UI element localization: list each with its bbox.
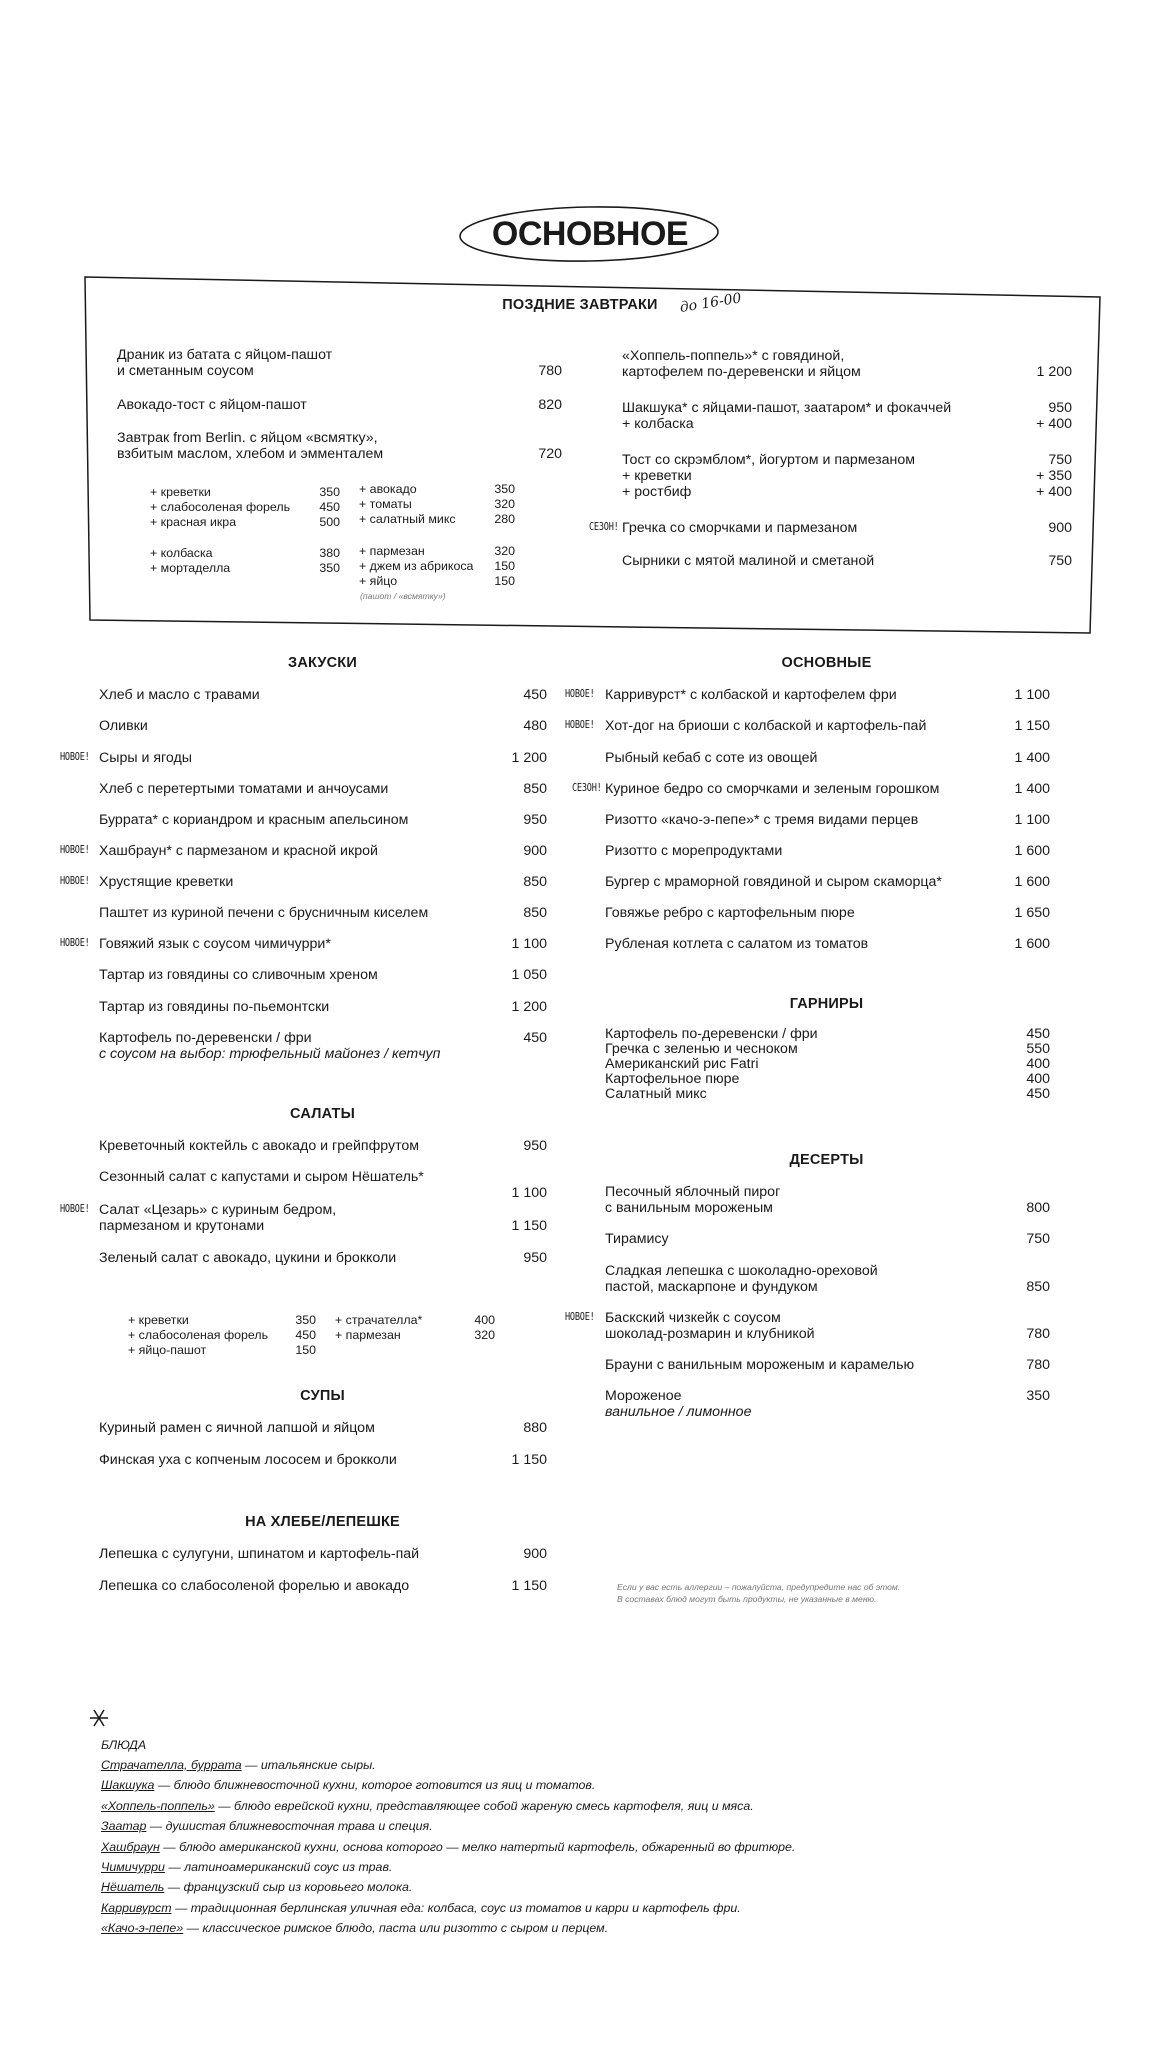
menu-item-name: Брауни с ванильным мороженым и карамелью bbox=[605, 1357, 915, 1373]
addon-price: 280 bbox=[494, 512, 515, 526]
menu-item-name: Картофель по-деревенски / фри bbox=[99, 1030, 312, 1046]
menu-item-price: 1 100 bbox=[1014, 812, 1050, 828]
addon-name: + авокадо bbox=[359, 482, 417, 496]
addon-price: 350 bbox=[319, 561, 340, 575]
addon-name: + томаты bbox=[359, 497, 412, 511]
addon-name: + джем из абрикоса bbox=[359, 559, 474, 573]
menu-item-name: Шакшука* с яйцами-пашот, заатаром* и фокаччей bbox=[622, 400, 952, 416]
menu-item-price: 1 150 bbox=[511, 1452, 547, 1468]
glossary-definition: — итальянские сыры. bbox=[241, 1758, 376, 1772]
addon-name: + слабосоленая форель bbox=[128, 1328, 269, 1342]
menu-item-name: Ризотто с морепродуктами bbox=[605, 843, 783, 859]
glossary-term: Страчателла, буррата bbox=[101, 1758, 242, 1772]
menu-item-name: Картофельное пюре bbox=[605, 1071, 740, 1087]
menu-item-name: картофелем по-деревенски и яйцом bbox=[622, 364, 861, 380]
page-title: ОСНОВНОЕ bbox=[491, 215, 689, 253]
menu-item-name: Салат «Цезарь» с куриным бедром, bbox=[99, 1202, 337, 1218]
new-badge: НОВОЕ! bbox=[60, 1202, 90, 1215]
glossary-heading: БЛЮДА bbox=[101, 1738, 147, 1752]
sides-heading: ГАРНИРЫ bbox=[789, 996, 864, 1012]
glossary-entry bbox=[101, 1799, 754, 1814]
menu-item-price: 1 600 bbox=[1014, 874, 1050, 890]
season-badge: СЕЗОН! bbox=[572, 781, 602, 794]
addon-price: 150 bbox=[494, 559, 515, 573]
menu-item-name: Хрустящие креветки bbox=[99, 874, 234, 890]
menu-item-price: 1 150 bbox=[511, 1218, 547, 1234]
menu-item-price: 1 150 bbox=[1014, 718, 1050, 734]
menu-item-price: 950 bbox=[523, 812, 547, 828]
glossary-entry bbox=[101, 1880, 412, 1895]
menu-item-name: Буррата* с кориандром и красным апельсином bbox=[99, 812, 409, 828]
menu-item-price: 480 bbox=[523, 718, 547, 734]
menu-item-price: 900 bbox=[523, 843, 547, 859]
menu-item-name: + колбаска bbox=[622, 416, 694, 432]
menu-item-price: + 350 bbox=[1036, 468, 1072, 484]
menu-item-name: Тирамису bbox=[605, 1231, 669, 1247]
allergy-note-line: Если у вас есть аллергии – пожалуйста, предупредите нас об этом. bbox=[617, 1582, 901, 1592]
addon-price: 150 bbox=[494, 574, 515, 588]
menu-item-name: Драник из батата с яйцом-пашот bbox=[117, 347, 333, 363]
addon-price: 350 bbox=[295, 1313, 316, 1327]
menu-item-name: Сезонный салат с капустами и сыром Нёшатель* bbox=[99, 1169, 424, 1185]
menu-item-price: + 400 bbox=[1036, 484, 1072, 500]
menu-item-price: 350 bbox=[1026, 1388, 1050, 1404]
glossary-term: Заатар bbox=[101, 1819, 147, 1833]
glossary-term: Шакшука bbox=[101, 1778, 155, 1792]
menu-item-price: 1 200 bbox=[511, 999, 547, 1015]
menu-item-name: Хлеб и масло с травами bbox=[99, 687, 260, 703]
menu-item-name: Паштет из куриной печени с брусничным киселем bbox=[99, 905, 429, 921]
menu-item-subtext: ванильное / лимонное bbox=[605, 1404, 752, 1420]
menu-item-name: Мороженое bbox=[605, 1388, 682, 1404]
menu-item-price: 780 bbox=[1026, 1357, 1050, 1373]
menu-item-name: Бургер с мраморной говядиной и сыром скаморца* bbox=[605, 874, 942, 890]
menu-item-name: Тартар из говядины со сливочным хреном bbox=[99, 967, 378, 983]
addon-name: + креветки bbox=[150, 485, 211, 499]
menu-item-name: и сметанным соусом bbox=[117, 363, 254, 379]
glossary-definition: — латиноамериканский соус из трав. bbox=[164, 1860, 393, 1874]
breakfast-time-note: до 16-00 bbox=[678, 290, 743, 316]
menu-item-name: Креветочный коктейль с авокадо и грейпфрутом bbox=[99, 1138, 420, 1154]
menu-item-price: 780 bbox=[1026, 1326, 1050, 1342]
glossary-definition: — блюдо американской кухни, основа которого — мелко натертый картофель, обжаренный во фритюре. bbox=[159, 1840, 796, 1854]
glossary-entry bbox=[101, 1921, 608, 1936]
menu-item-price: 400 bbox=[1026, 1056, 1050, 1072]
menu-item-name: Американский рис Fatri bbox=[605, 1056, 759, 1072]
menu-item-name: Завтрак from Berlin. с яйцом «всмятку», bbox=[117, 430, 378, 446]
glossary-term: Чимичурри bbox=[101, 1860, 165, 1874]
menu-item-name: Сырники с мятой малиной и сметаной bbox=[622, 553, 875, 569]
new-badge: НОВОЕ! bbox=[60, 874, 90, 887]
menu-item-price: + 400 bbox=[1036, 416, 1072, 432]
menu-item-price: 1 200 bbox=[511, 750, 547, 766]
glossary-definition: — блюдо ближневосточной кухни, которое готовится из яиц и томатов. bbox=[154, 1778, 596, 1792]
menu-item-price: 820 bbox=[538, 397, 562, 413]
menu-item-name: Куриное бедро со сморчками и зеленым горошком bbox=[605, 781, 940, 797]
glossary-term: Карривурст bbox=[101, 1901, 172, 1915]
addon-name: + салатный микс bbox=[359, 512, 456, 526]
new-badge: НОВОЕ! bbox=[565, 687, 595, 700]
glossary-definition: — традиционная берлинская уличная еда: колбаса, соус из томатов и карри и картофель фри. bbox=[171, 1901, 741, 1915]
menu-item-price: 1 650 bbox=[1014, 905, 1050, 921]
menu-item-name: пастой, маскарпоне и фундуком bbox=[605, 1279, 818, 1295]
desserts-heading: ДЕСЕРТЫ bbox=[789, 1152, 864, 1168]
menu-item-subtext: с соусом на выбор: трюфельный майонез / кетчуп bbox=[99, 1046, 441, 1062]
glossary-entry bbox=[101, 1840, 795, 1855]
glossary-definition: — классическое римское блюдо, паста или ризотто с сыром и перцем. bbox=[183, 1921, 609, 1935]
addon-name: + яйцо-пашот bbox=[128, 1343, 207, 1357]
menu-item-name: Авокадо-тост с яйцом-пашот bbox=[117, 397, 307, 413]
menu-item-name: Картофель по-деревенски / фри bbox=[605, 1026, 818, 1042]
soups-heading: СУПЫ bbox=[300, 1388, 345, 1404]
glossary-entry bbox=[101, 1819, 433, 1834]
season-badge: СЕЗОН! bbox=[589, 520, 619, 533]
new-badge: НОВОЕ! bbox=[60, 750, 90, 763]
menu-item-name: Баскский чизкейк с соусом bbox=[605, 1310, 781, 1326]
menu-item-name: + креветки bbox=[622, 468, 692, 484]
bread-heading: НА ХЛЕБЕ/ЛЕПЕШКЕ bbox=[245, 1514, 400, 1530]
menu-item-name: Карривурст* с колбаской и картофелем фри bbox=[605, 687, 897, 703]
menu-item-name: Финская уха с копченым лососем и брокколи bbox=[99, 1452, 397, 1468]
menu-item-name: Лепешка с сулугуни, шпинатом и картофель-пай bbox=[99, 1546, 420, 1562]
menu-item-price: 800 bbox=[1026, 1200, 1050, 1216]
menu-item-price: 450 bbox=[1026, 1026, 1050, 1042]
addon-price: 320 bbox=[474, 1328, 495, 1342]
menu-item-price: 950 bbox=[523, 1250, 547, 1266]
menu-item-price: 850 bbox=[523, 874, 547, 890]
menu-item-name: Рубленая котлета с салатом из томатов bbox=[605, 936, 869, 952]
menu-item-price: 900 bbox=[523, 1546, 547, 1562]
menu-item-price: 1 600 bbox=[1014, 843, 1050, 859]
new-badge: НОВОЕ! bbox=[60, 936, 90, 949]
menu-item-price: 1 200 bbox=[1036, 364, 1072, 380]
addon-price: 380 bbox=[319, 546, 340, 560]
addon-name: + слабосоленая форель bbox=[150, 500, 291, 514]
addon-price: 150 bbox=[295, 1343, 316, 1357]
addon-price: 350 bbox=[494, 482, 515, 496]
menu-item-name: Зеленый салат с авокадо, цукини и брокколи bbox=[99, 1250, 397, 1266]
menu-item-price: 850 bbox=[1026, 1279, 1050, 1295]
menu-item-name: Тартар из говядины по-пьемонтски bbox=[99, 999, 330, 1015]
new-badge: НОВОЕ! bbox=[565, 1310, 595, 1323]
menu-item-price: 900 bbox=[1048, 520, 1072, 536]
menu-item-price: 850 bbox=[523, 905, 547, 921]
menu-item-name: + ростбиф bbox=[622, 484, 692, 500]
addon-price: 350 bbox=[319, 485, 340, 499]
salads-heading: САЛАТЫ bbox=[290, 1106, 355, 1122]
asterisk-icon bbox=[88, 1707, 110, 1729]
menu-item-name: «Хоппель-поппель»* с говядиной, bbox=[622, 348, 845, 364]
menu-item-name: Говяжье ребро с картофельным пюре bbox=[605, 905, 855, 921]
menu-item-name: Гречка со сморчками и пармезаном bbox=[622, 520, 858, 536]
glossary-entry bbox=[101, 1758, 376, 1773]
breakfast-heading: ПОЗДНИЕ ЗАВТРАКИ bbox=[502, 297, 658, 313]
menu-item-name: Хашбраун* с пармезаном и красной икрой bbox=[99, 843, 378, 859]
menu-item-price: 450 bbox=[523, 687, 547, 703]
menu-item-name: пармезаном и крутонами bbox=[99, 1218, 265, 1234]
menu-item-price: 950 bbox=[1048, 400, 1072, 416]
menu-item-name: с ванильным мороженым bbox=[605, 1200, 773, 1216]
addon-price: 320 bbox=[494, 544, 515, 558]
menu-item-name: Сыры и ягоды bbox=[99, 750, 192, 766]
menu-item-name: Тост со скрэмблом*, йогуртом и пармезаном bbox=[622, 452, 916, 468]
mains-heading: ОСНОВНЫЕ bbox=[781, 655, 872, 671]
glossary-definition: — душистая ближневосточная трава и специя. bbox=[146, 1819, 433, 1833]
menu-item-price: 750 bbox=[1048, 452, 1072, 468]
addon-name: + колбаска bbox=[150, 546, 213, 560]
menu-item-price: 950 bbox=[523, 1138, 547, 1154]
addon-name: + пармезан bbox=[335, 1328, 401, 1342]
glossary-entry bbox=[101, 1860, 392, 1875]
menu-item-price: 720 bbox=[538, 446, 562, 462]
addon-price: 320 bbox=[494, 497, 515, 511]
menu-item-name: шоколад-розмарин и клубникой bbox=[605, 1326, 815, 1342]
allergy-note-line: В составах блюд могут быть продукты, не указанные в меню. bbox=[617, 1594, 877, 1604]
addon-price: 450 bbox=[319, 500, 340, 514]
menu-item-price: 1 400 bbox=[1014, 781, 1050, 797]
menu-item-price: 1 600 bbox=[1014, 936, 1050, 952]
addon-name: + пармезан bbox=[359, 544, 425, 558]
new-badge: НОВОЕ! bbox=[565, 718, 595, 731]
menu-item-name: Сладкая лепешка с шоколадно-ореховой bbox=[605, 1263, 878, 1279]
new-badge: НОВОЕ! bbox=[60, 843, 90, 856]
addon-name: + креветки bbox=[128, 1313, 189, 1327]
addon-price: 450 bbox=[295, 1328, 316, 1342]
menu-item-price: 1 150 bbox=[511, 1578, 547, 1594]
menu-item-name: Салатный микс bbox=[605, 1086, 707, 1102]
menu-item-name: Говяжий язык с соусом чимичурри* bbox=[99, 936, 331, 952]
glossary-definition: — французский сыр из коровьего молока. bbox=[164, 1880, 413, 1894]
zakuski-heading: ЗАКУСКИ bbox=[288, 655, 357, 671]
menu-item-price: 450 bbox=[523, 1030, 547, 1046]
addon-name: + мортаделла bbox=[150, 561, 231, 575]
menu-item-name: Ризотто «качо-э-пепе»* с тремя видами перцев bbox=[605, 812, 919, 828]
glossary-term: «Хоппель-поппель» bbox=[101, 1799, 215, 1813]
menu-item-price: 550 bbox=[1026, 1041, 1050, 1057]
glossary-entry bbox=[101, 1778, 595, 1793]
menu-item-name: Хот-дог на бриоши с колбаской и картофель-пай bbox=[605, 718, 927, 734]
menu-item-price: 850 bbox=[523, 781, 547, 797]
menu-item-price: 750 bbox=[1026, 1231, 1050, 1247]
glossary-term: Хашбраун bbox=[101, 1840, 160, 1854]
menu-item-name: взбитым маслом, хлебом и эмменталем bbox=[117, 446, 384, 462]
menu-item-name: Куриный рамен с яичной лапшой и яйцом bbox=[99, 1420, 375, 1436]
menu-item-price: 1 400 bbox=[1014, 750, 1050, 766]
menu-item-price: 1 050 bbox=[511, 967, 547, 983]
glossary-term: Нёшатель bbox=[101, 1880, 165, 1894]
menu-item-name: Оливки bbox=[99, 718, 148, 734]
addon-price: 500 bbox=[319, 515, 340, 529]
menu-item-name: Рыбный кебаб с соте из овощей bbox=[605, 750, 818, 766]
menu-item-price: 450 bbox=[1026, 1086, 1050, 1102]
addon-name: + страчателла* bbox=[335, 1313, 423, 1327]
menu-item-price: 1 100 bbox=[511, 936, 547, 952]
glossary-term: «Качо-э-пепе» bbox=[101, 1921, 184, 1935]
addon-name: + яйцо bbox=[359, 574, 398, 588]
menu-item-price: 1 100 bbox=[511, 1185, 547, 1201]
glossary-entry bbox=[101, 1901, 741, 1916]
menu-item-price: 880 bbox=[523, 1420, 547, 1436]
menu-item-price: 750 bbox=[1048, 553, 1072, 569]
addon-price: 400 bbox=[474, 1313, 495, 1327]
menu-item-name: Хлеб с перетертыми томатами и анчоусами bbox=[99, 781, 389, 797]
menu-item-price: 780 bbox=[538, 363, 562, 379]
addon-name: + красная икра bbox=[150, 515, 237, 529]
menu-item-price: 400 bbox=[1026, 1071, 1050, 1087]
menu-item-name: Лепешка со слабосоленой форелью и авокадо bbox=[99, 1578, 410, 1594]
glossary-definition: — блюдо еврейской кухни, представляющее собой жареную смесь картофеля, яиц и мяса. bbox=[214, 1799, 754, 1813]
menu-item-price: 1 100 bbox=[1014, 687, 1050, 703]
menu-item-name: Песочный яблочный пирог bbox=[605, 1184, 781, 1200]
egg-note: (пашот / «всмятку») bbox=[360, 591, 446, 601]
menu-item-name: Гречка с зеленью и чесноком bbox=[605, 1041, 798, 1057]
